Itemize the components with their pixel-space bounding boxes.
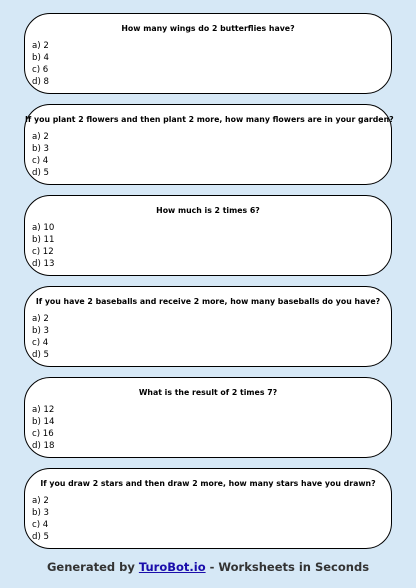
question-card [24,195,392,276]
answer-option: a) 2 [32,314,49,324]
answer-option: d) 18 [32,441,55,451]
answer-option: a) 2 [32,496,49,506]
question-card [24,13,392,94]
answer-option: c) 4 [32,156,49,166]
answer-options [32,313,49,361]
answer-options [32,131,49,179]
answer-option: c) 4 [32,338,49,348]
answer-option: a) 10 [32,223,55,233]
answer-option: c) 6 [32,65,49,75]
answer-options [32,404,54,452]
answer-options [32,495,49,543]
answer-option: c) 16 [32,429,54,439]
answer-option: d) 5 [32,532,50,542]
answer-option: d) 8 [32,77,50,87]
footer-prefix: Generated by [46,560,139,574]
turobot-link[interactable]: TuroBot.io [138,560,206,574]
answer-option: b) 3 [32,508,50,518]
question-card [24,468,392,549]
answer-option: d) 13 [32,259,55,269]
answer-option: c) 12 [32,247,54,257]
answer-option: c) 4 [32,520,49,530]
answer-option: a) 12 [32,405,55,415]
answer-option: b) 14 [32,417,55,427]
answer-option: b) 4 [32,53,50,63]
question-card [24,377,392,458]
answer-option: a) 2 [32,41,49,51]
question-text: How much is 2 times 6? [156,206,260,215]
question-text: What is the result of 2 times 7? [138,388,278,397]
answer-option: b) 11 [32,235,55,245]
footer-suffix: - Worksheets in Seconds [205,560,370,574]
answer-option: a) 2 [32,132,49,142]
answer-option: d) 5 [32,168,50,178]
footer [0,560,416,574]
question-text: If you draw 2 stars and then draw 2 more, how many stars have you drawn? [40,479,376,488]
answer-option: d) 5 [32,350,50,360]
answer-option: b) 3 [32,326,50,336]
answer-options [32,40,49,88]
question-card [24,286,392,367]
question-text: If you have 2 baseballs and receive 2 more, how many baseballs do you have? [35,297,381,306]
question-card [24,104,392,185]
answer-option: b) 3 [32,144,50,154]
question-text: If you plant 2 flowers and then plant 2 more, how many flowers are in your garden? [25,115,394,124]
answer-options [32,222,54,270]
question-text: How many wings do 2 butterflies have? [121,24,295,33]
